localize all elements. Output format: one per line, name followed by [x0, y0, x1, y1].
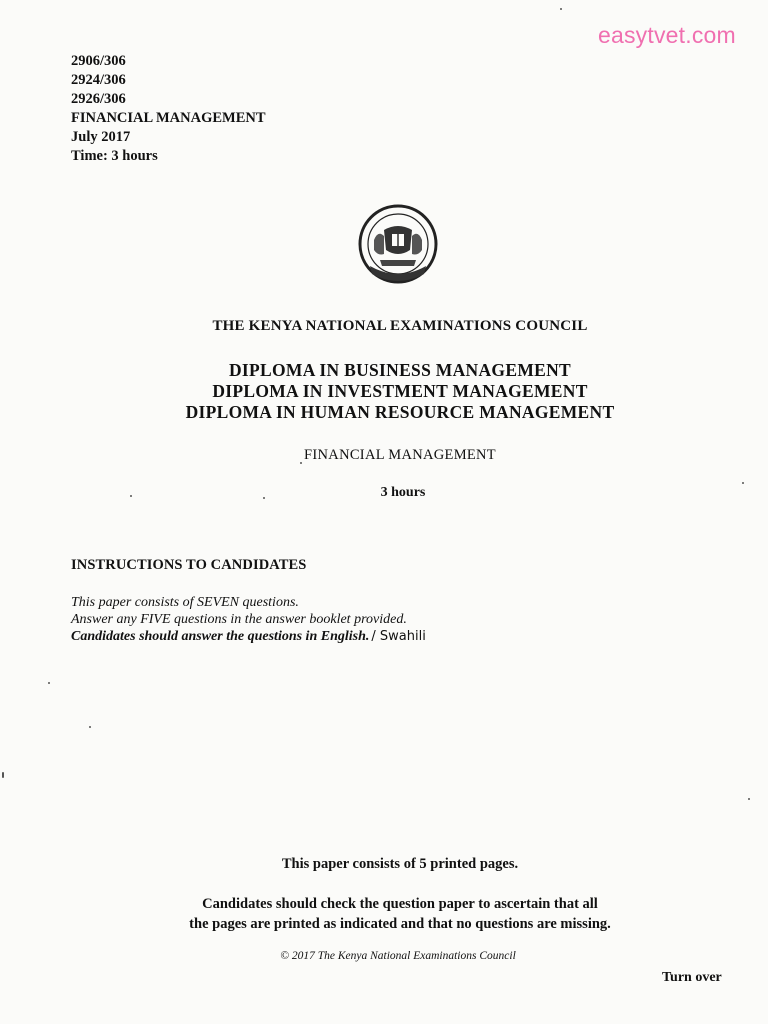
scan-speck — [89, 726, 91, 728]
council-name: THE KENYA NATIONAL EXAMINATIONS COUNCIL — [212, 318, 588, 334]
diploma-title: DIPLOMA IN HUMAN RESOURCE MANAGEMENT — [185, 402, 615, 422]
paper-title: FINANCIAL MANAGEMENT — [304, 447, 496, 463]
scan-speck — [748, 798, 750, 800]
diploma-title: DIPLOMA IN BUSINESS MANAGEMENT — [228, 360, 572, 380]
scan-speck — [2, 772, 4, 778]
paper-code: 2926/306 — [71, 91, 126, 107]
handwritten-note: / Swahili — [371, 629, 426, 644]
instruction-line-language — [71, 628, 426, 645]
paper-code: 2906/306 — [71, 53, 126, 69]
scan-speck — [560, 8, 562, 10]
scan-speck — [300, 462, 302, 464]
diploma-titles — [0, 360, 768, 423]
instructions-heading: INSTRUCTIONS TO CANDIDATES — [71, 557, 307, 573]
instruction-line: Answer any FIVE questions in the answer booklet provided. — [71, 612, 407, 627]
watermark: easytvet.com — [598, 22, 736, 48]
paper-duration: 3 hours — [380, 485, 426, 500]
check-instruction — [0, 894, 768, 934]
scan-speck — [742, 482, 744, 484]
instruction-line: This paper consists of SEVEN questions. — [71, 595, 299, 610]
diploma-title: DIPLOMA IN INVESTMENT MANAGEMENT — [212, 381, 588, 401]
page-count-note: This paper consists of 5 printed pages. — [281, 856, 519, 872]
check-line: Candidates should check the question paper to ascertain that all — [202, 896, 598, 912]
exam-header — [71, 52, 266, 166]
turn-over-label: Turn over — [662, 970, 722, 985]
header-subject: FINANCIAL MANAGEMENT — [71, 110, 266, 126]
exam-time: Time: 3 hours — [71, 148, 158, 164]
paper-code: 2924/306 — [71, 72, 126, 88]
exam-date: July 2017 — [71, 129, 131, 145]
instructions-block — [71, 594, 426, 645]
scan-speck — [263, 497, 265, 499]
coat-of-arms-emblem — [354, 200, 442, 292]
copyright: © 2017 The Kenya National Examinations Council — [280, 950, 516, 962]
scan-speck — [48, 682, 50, 684]
scan-speck — [130, 495, 132, 497]
instruction-line: Candidates should answer the questions in English. — [71, 629, 370, 644]
check-line: the pages are printed as indicated and that no questions are missing. — [189, 916, 611, 932]
